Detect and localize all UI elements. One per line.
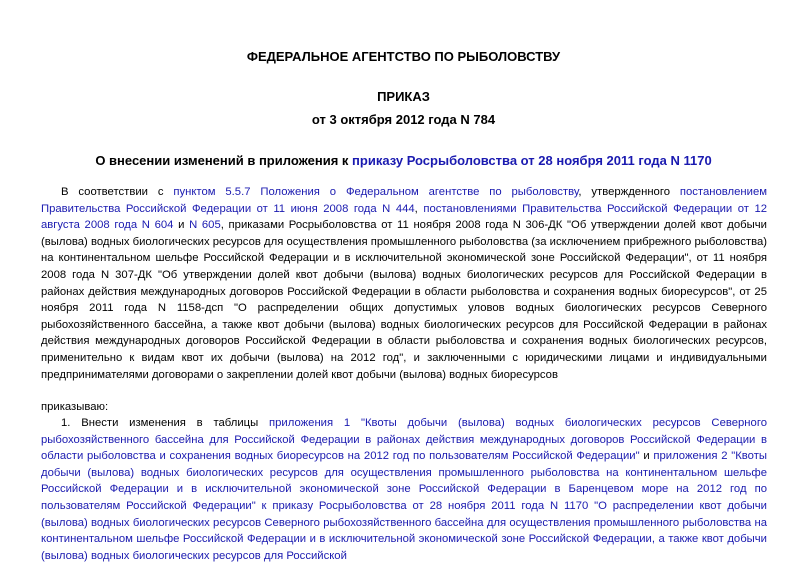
item-text: 1. Внести изменения в таблицы bbox=[61, 417, 270, 429]
decree-605-link[interactable]: N 605 bbox=[189, 219, 221, 232]
document-date-number: от 3 октября 2012 года N 784 bbox=[311, 112, 496, 127]
preamble-text: , приказами Росрыболовства от 11 ноября 2008 года N 306-ДК "Об утверждении долей квот добычи (вылова) водных биологических ресурсов для осуществления промышленного рыболовства (за исключением прибрежного рыболовства) на континентальном шельфе Российской Федерации и в исключительной экономической зоне Российской Федерации", от 11 ноября 2008 года N 307-ДК "Об утверждении долей квот добычи (вылова) водных биологических ресурсов для Российской Федерации в районах действия международных договоров Российской Федерации в области рыболовства и сохранения водных биоресурсов", от 25 ноября 2011 года N 1158-дсп "О распределении общих допустимых уловов водных биологических ресурсов Северного рыбохозяйственного бассейна, а также квот добычи (вылова) водных биологических ресурсов для Российской Федерации в районах действия международных договоров Российской Федерации в области рыболовства и сохранения водных биологических ресурсов, применительно к видам квот их добычи (вылова) на 2012 год", и заключенными с юридическими лицами и индивидуальными предпринимателями договорами о закреплении долей квот добычи (вылова) водных биоресурсов bbox=[41, 219, 767, 381]
subject-prefix: О внесении изменений в приложения к bbox=[95, 153, 353, 168]
preamble-paragraph bbox=[41, 184, 767, 383]
document-type: ПРИКАЗ bbox=[377, 89, 430, 104]
item-text: и bbox=[639, 450, 654, 463]
regulation-link[interactable]: пунктом 5.5.7 Положения о Федеральном агентстве по рыболовству bbox=[173, 186, 579, 198]
agency-title: ФЕДЕРАЛЬНОЕ АГЕНТСТВО ПО РЫБОЛОВСТВУ bbox=[246, 49, 561, 64]
appendix-2-link[interactable]: приложения 2 "Квоты добычи (вылова) водных биологических ресурсов для осуществления промышленного рыболовства на континентальном шельфе Российской Федерации и в исключительной экономической зоне Российской Федерации в Баренцевом море на 2012 год по пользователям Российской Федерации" к приказу Росрыболовства от 28 ноября 2011 года N 1170 "О распределении квот добычи (вылова) водных биологических ресурсов Северного рыбохозяйственного бассейна для осуществления промышленного рыболовства на континентальном шельфе Российской Федерации и в исключительной экономической зоне Российской Федерации, а также квот добычи (вылова) водных биологических ресурсов для Российской bbox=[41, 450, 767, 562]
preamble-text: В соответствии с bbox=[61, 186, 174, 198]
preamble-text: , утвержденного bbox=[578, 186, 680, 198]
appendix-1-link[interactable]: приложения 1 "Квоты добычи (вылова) водных биологических ресурсов Северного рыбохозяйственного бассейна для Российской Федерации в районах действия международных договоров Российской Федерации в области рыболовства и сохранения водных биоресурсов на 2012 год по пользователям Российской Федерации" bbox=[41, 417, 767, 463]
preamble-text: и bbox=[173, 219, 190, 232]
subject-order-link[interactable]: приказу Росрыболовства от 28 ноября 2011 года N 1170 bbox=[352, 153, 712, 168]
decree-604-link[interactable]: постановлениями Правительства Российской Федерации от 12 августа 2008 года N 604 bbox=[41, 202, 768, 232]
item-1-paragraph bbox=[41, 415, 767, 564]
document-subject bbox=[0, 153, 807, 169]
decree-444-link[interactable]: постановлением Правительства Российской Федерации от 11 июня 2008 года N 444 bbox=[41, 186, 767, 215]
preamble-text: , bbox=[414, 202, 424, 215]
order-word: приказываю: bbox=[41, 401, 109, 413]
